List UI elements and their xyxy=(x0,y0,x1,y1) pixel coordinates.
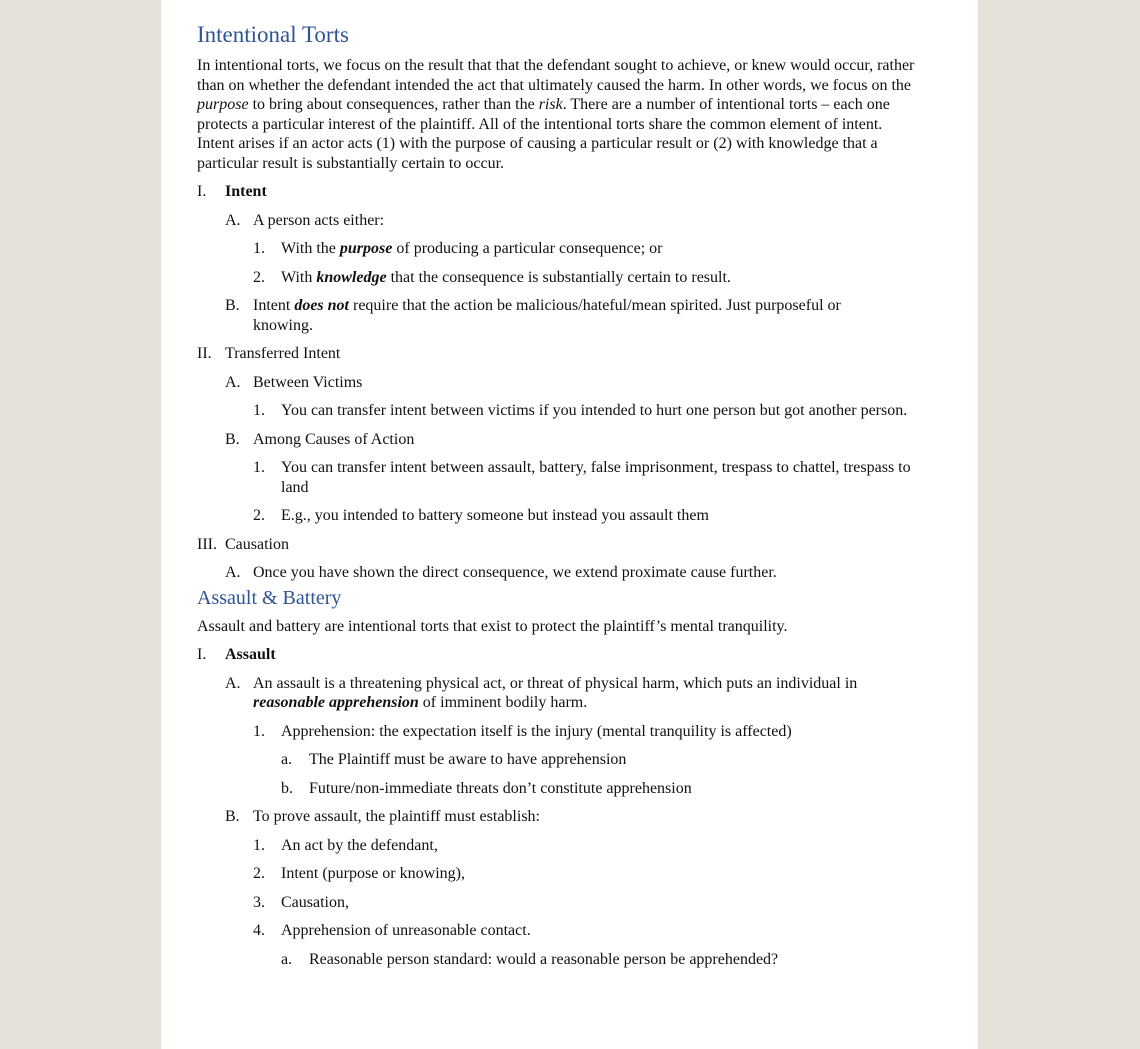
outline-text xyxy=(225,344,922,364)
outline-marker: 1. xyxy=(253,836,265,854)
heading-assault-battery: Assault & Battery xyxy=(197,586,342,609)
outline-text xyxy=(281,722,922,742)
outline-marker: 2. xyxy=(253,865,265,882)
outline-item xyxy=(197,239,922,259)
outline-intentional-torts xyxy=(197,182,922,583)
outline-marker: 1. xyxy=(253,240,265,257)
text-run: . There are a number of intentional torts – each one protects a particular interest of the plaintiff. All of the intentional torts share the common element of intent. Intent arises if an actor acts (1) with the purpose of causing a particular result or (2) with knowledge that a particular result is substantially certain to occur. xyxy=(197,96,890,172)
text-run: Reasonable person standard: would a reasonable person be apprehended? xyxy=(309,950,779,968)
text-run: With xyxy=(281,268,317,286)
outline-item xyxy=(197,921,922,941)
text-run: Future/non-immediate threats don’t constitute apprehension xyxy=(309,779,692,797)
heading-intentional-torts: Intentional Torts xyxy=(197,22,349,47)
text-run: Assault xyxy=(225,646,276,663)
outline-text xyxy=(309,779,922,799)
outline-item xyxy=(197,430,922,450)
outline-item xyxy=(197,506,922,526)
outline-item xyxy=(197,864,922,884)
outline-text xyxy=(281,239,922,259)
text-run: E.g., you intended to battery someone but instead you assault them xyxy=(281,507,709,524)
outline-marker: II. xyxy=(197,345,212,362)
outline-item xyxy=(197,401,922,421)
text-run: Intent xyxy=(225,183,267,200)
outline-item xyxy=(197,211,922,231)
outline-item xyxy=(197,722,922,742)
outline-marker: A. xyxy=(225,211,241,229)
outline-marker: 1. xyxy=(253,459,265,476)
outline-marker: I. xyxy=(197,646,207,663)
outline-text xyxy=(253,563,922,583)
text-run: require that the action be malicious/hateful/mean spirited. Just purposeful or knowing. xyxy=(253,297,841,334)
outline-marker: A. xyxy=(225,373,241,391)
outline-text xyxy=(309,950,922,970)
text-run: Causation xyxy=(225,535,289,553)
text-run: of producing a particular consequence; or xyxy=(392,240,663,257)
text-run: Apprehension of unreasonable contact. xyxy=(281,922,531,939)
text-run: You can transfer intent between victims if you intended to hurt one person but got another person. xyxy=(281,402,908,419)
outline-item xyxy=(197,779,922,799)
text-run: does not xyxy=(294,297,349,314)
outline-text xyxy=(225,182,922,202)
text-run: In intentional torts, we focus on the result that that the defendant sought to achieve, or knew would occur, rather than on whether the defendant intended the act that ultimately caused the harm. In other words, we focus on the xyxy=(197,57,915,94)
outline-text xyxy=(253,430,922,450)
outline-marker: A. xyxy=(225,674,241,692)
text-run: Intent xyxy=(253,297,295,314)
outline-item xyxy=(197,750,922,770)
text-run: purpose xyxy=(339,240,393,257)
outline-item xyxy=(197,344,922,364)
outline-text xyxy=(281,836,922,856)
document-content xyxy=(197,20,922,969)
text-run: purpose xyxy=(197,96,249,113)
outline-item xyxy=(197,950,922,970)
text-run: risk xyxy=(538,96,563,113)
outline-marker: A. xyxy=(225,564,241,581)
text-run: An assault is a threatening physical act, or threat of physical harm, which puts an individual in xyxy=(253,674,858,692)
text-run: of imminent bodily harm. xyxy=(418,694,588,711)
document-page xyxy=(161,0,978,1049)
outline-marker: b. xyxy=(281,779,293,797)
outline-marker: B. xyxy=(225,430,240,448)
outline-item xyxy=(197,674,922,713)
outline-marker: III. xyxy=(197,535,217,553)
outline-marker: 3. xyxy=(253,893,265,911)
outline-text xyxy=(253,674,922,713)
text-run: Among Causes of Action xyxy=(253,430,415,448)
outline-text xyxy=(309,750,922,770)
outline-text xyxy=(253,211,922,231)
outline-marker: 2. xyxy=(253,507,265,524)
outline-marker: 4. xyxy=(253,922,265,939)
outline-text xyxy=(281,864,922,884)
outline-item xyxy=(197,645,922,665)
outline-marker: 1. xyxy=(253,402,265,419)
text-run: Intent (purpose or knowing), xyxy=(281,865,465,882)
outline-text xyxy=(281,401,922,421)
text-run: The Plaintiff must be aware to have apprehension xyxy=(309,751,627,768)
text-run: Once you have shown the direct consequence, we extend proximate cause further. xyxy=(253,564,777,581)
outline-text xyxy=(281,506,922,526)
outline-marker: a. xyxy=(281,950,293,968)
outline-text xyxy=(281,893,922,913)
outline-text xyxy=(253,296,922,335)
outline-item xyxy=(197,182,922,202)
text-run: With the xyxy=(281,240,340,257)
outline-assault-battery xyxy=(197,645,922,969)
outline-text xyxy=(281,921,922,941)
text-run: You can transfer intent between assault, battery, false imprisonment, trespass to chattel, trespass to land xyxy=(281,459,911,496)
text-run: Apprehension: the expectation itself is the injury (mental tranquility is affected) xyxy=(281,722,792,740)
outline-marker: a. xyxy=(281,751,293,768)
intro-paragraph-intentional-torts xyxy=(197,56,922,173)
text-run: Assault and battery are intentional torts that exist to protect the plaintiff’s mental tranquility. xyxy=(197,617,788,635)
text-run: Between Victims xyxy=(253,373,363,391)
outline-item xyxy=(197,807,922,827)
outline-item xyxy=(197,458,922,497)
outline-item xyxy=(197,373,922,393)
outline-text xyxy=(225,645,922,665)
outline-text xyxy=(281,458,922,497)
text-run: An act by the defendant, xyxy=(281,836,438,854)
outline-item xyxy=(197,535,922,555)
outline-item xyxy=(197,268,922,288)
outline-marker: B. xyxy=(225,297,240,314)
outline-item xyxy=(197,836,922,856)
text-run: To prove assault, the plaintiff must establish: xyxy=(253,808,540,825)
text-run: A person acts either: xyxy=(253,211,385,229)
outline-marker: 2. xyxy=(253,268,265,286)
text-run: Transferred Intent xyxy=(225,345,341,362)
outline-text xyxy=(253,373,922,393)
outline-item xyxy=(197,296,922,335)
outline-marker: I. xyxy=(197,183,207,200)
text-run: that the consequence is substantially certain to result. xyxy=(386,268,731,286)
outline-text xyxy=(253,807,922,827)
outline-marker: B. xyxy=(225,808,240,825)
outline-text xyxy=(281,268,922,288)
outline-item xyxy=(197,893,922,913)
outline-text xyxy=(225,535,922,555)
intro-paragraph-assault-battery xyxy=(197,617,922,637)
text-run: knowledge xyxy=(316,268,387,286)
outline-marker: 1. xyxy=(253,722,265,740)
text-run: to bring about consequences, rather than the xyxy=(248,96,539,113)
text-run: reasonable apprehension xyxy=(253,694,419,711)
outline-item xyxy=(197,563,922,583)
text-run: Causation, xyxy=(281,893,349,911)
